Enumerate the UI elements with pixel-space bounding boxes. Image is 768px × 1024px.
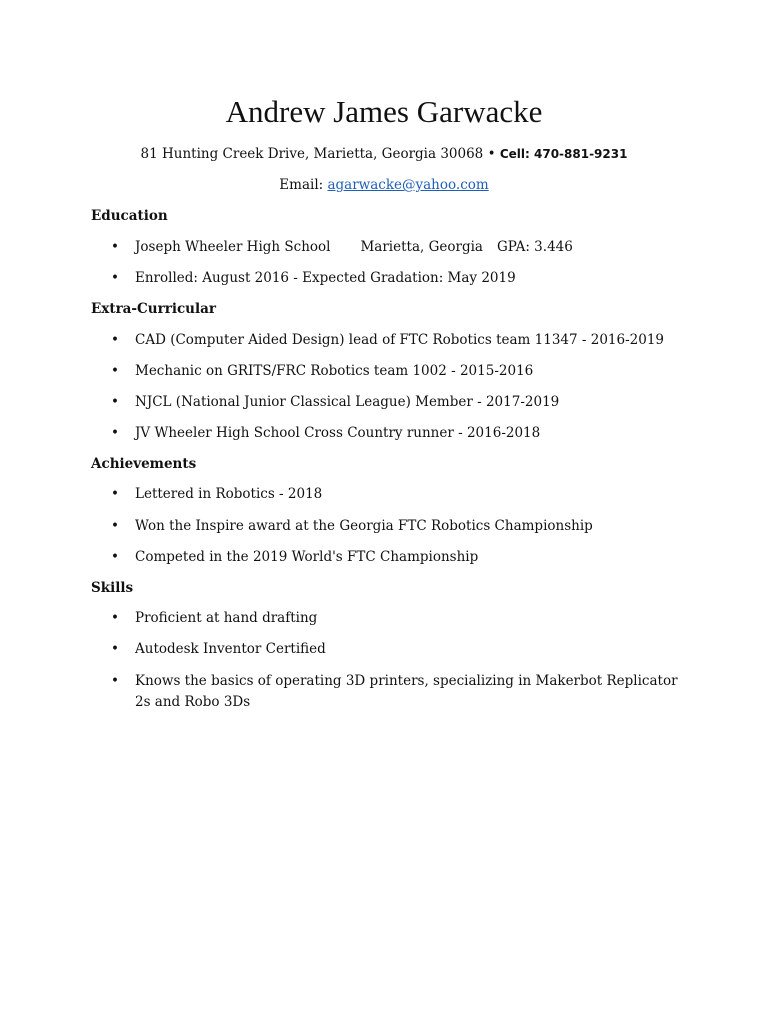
address-text: 81 Hunting Creek Drive, Marietta, Georgia 30068 bbox=[140, 146, 484, 162]
list-item-text: CAD (Computer Aided Design) lead of FTC Robotics team 11347 - 2016-2019 bbox=[135, 332, 664, 348]
bullet-icon: • bbox=[111, 641, 119, 657]
list-item-text: Knows the basics of operating 3D printers, specializing in Makerbot Replicator 2s and Robo 3Ds bbox=[135, 673, 678, 710]
bullet-icon: • bbox=[111, 518, 119, 534]
contact-line bbox=[0, 144, 768, 164]
list-item-text: Competed in the 2019 World's FTC Championship bbox=[135, 549, 479, 565]
section-heading-education: Education bbox=[91, 208, 168, 224]
email-line bbox=[0, 175, 768, 195]
bullet-icon: • bbox=[111, 549, 119, 565]
enrollment-text: Enrolled: August 2016 - Expected Gradation: May 2019 bbox=[135, 270, 516, 286]
list-item-text: Mechanic on GRITS/FRC Robotics team 1002 - 2015-2016 bbox=[135, 363, 534, 379]
section-heading-skills: Skills bbox=[91, 580, 134, 596]
bullet-icon: • bbox=[111, 610, 119, 626]
section-heading-extracurricular: Extra-Curricular bbox=[91, 301, 216, 317]
bullet-icon: • bbox=[111, 332, 119, 348]
cell-phone: Cell: 470-881-9231 bbox=[499, 147, 628, 161]
list-item-text: Won the Inspire award at the Georgia FTC Robotics Championship bbox=[135, 518, 593, 534]
list-item-text: JV Wheeler High School Cross Country runner - 2016-2018 bbox=[135, 425, 541, 441]
resume-name: Andrew James Garwacke bbox=[225, 94, 543, 129]
gpa: GPA: 3.446 bbox=[496, 239, 573, 255]
bullet-icon: • bbox=[111, 363, 119, 379]
bullet-icon: • bbox=[111, 425, 119, 441]
section-heading-achievements: Achievements bbox=[91, 456, 197, 472]
list-item-text: NJCL (National Junior Classical League) Member - 2017-2019 bbox=[135, 394, 560, 410]
bullet-icon: • bbox=[111, 270, 119, 286]
email-link[interactable]: agarwacke@yahoo.com bbox=[327, 177, 489, 193]
bullet-icon: • bbox=[111, 239, 119, 255]
list-item-text: Proficient at hand drafting bbox=[135, 610, 318, 626]
list-item-text: Autodesk Inventor Certified bbox=[135, 641, 326, 657]
school-location: Marietta, Georgia bbox=[360, 239, 483, 255]
email-label: Email: bbox=[279, 177, 324, 193]
separator-bullet: • bbox=[487, 146, 496, 162]
bullet-icon: • bbox=[111, 486, 119, 502]
school-name: Joseph Wheeler High School bbox=[135, 239, 331, 255]
list-item-text: Lettered in Robotics - 2018 bbox=[135, 486, 323, 502]
bullet-icon: • bbox=[111, 394, 119, 410]
bullet-icon: • bbox=[111, 673, 119, 689]
